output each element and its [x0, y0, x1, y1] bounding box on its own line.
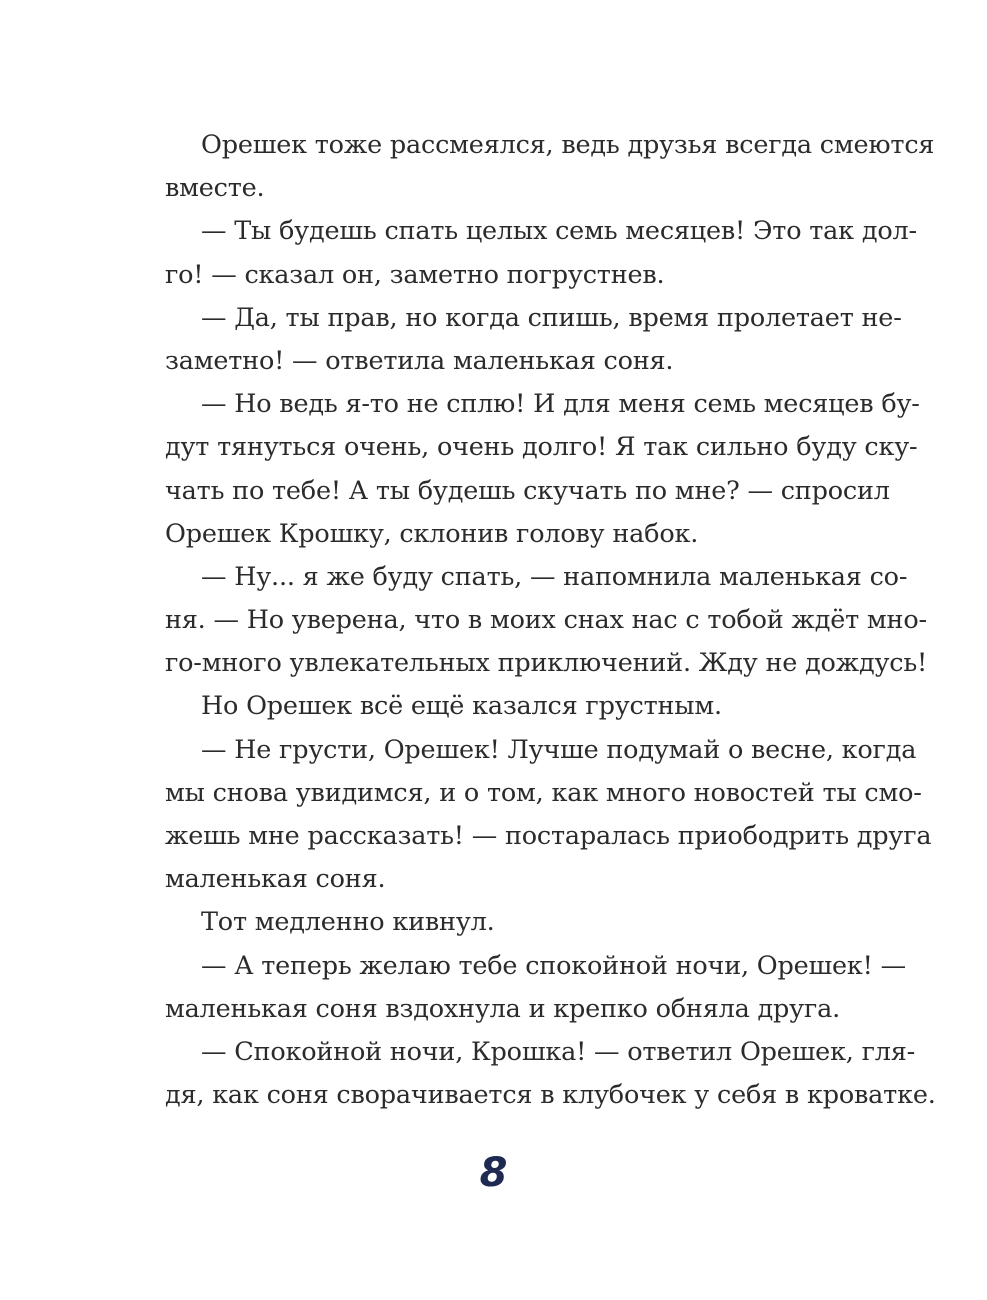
text-line: — Не грусти, Орешек! Лучше подумай о весне, когда [201, 734, 917, 765]
text-line: го! — сказал он, заметно погрустнев. [165, 259, 665, 290]
text-line: чать по тебе! А ты будешь скучать по мне? — спросил [165, 475, 890, 506]
text-line: маленькая соня. [165, 864, 386, 895]
text-line: заметно! — ответила маленькая соня. [165, 345, 674, 376]
text-line: — Но ведь я-то не сплю! И для меня семь месяцев бу- [201, 389, 920, 420]
text-line: вместе. [165, 173, 265, 204]
text-line: жешь мне рассказать! — постаралась приободрить друга [165, 821, 932, 851]
text-line: Орешек Крошку, склонив голову набок. [165, 518, 699, 549]
text-line: — Ты будешь спать целых семь месяцев! Это так дол- [201, 216, 917, 247]
text-line: ня. — Но уверена, что в моих снах нас с тобой ждёт мно- [165, 605, 927, 636]
body-text [165, 124, 936, 1117]
text-line: дут тянуться очень, очень долго! Я так сильно буду ску- [165, 432, 918, 463]
text-line: го-много увлекательных приключений. Жду не дождусь! [165, 648, 928, 679]
text-line: — Да, ты прав, но когда спишь, время пролетает не- [201, 302, 902, 333]
text-line: дя, как соня сворачивается в клубочек у себя в кроватке. [165, 1080, 936, 1111]
text-line: — Спокойной ночи, Крошка! — ответил Орешек, гля- [201, 1036, 916, 1067]
text-line: маленькая соня вздохнула и крепко обняла друга. [165, 993, 841, 1024]
text-line: — Ну... я же буду спать, — напомнила маленькая со- [201, 561, 908, 592]
text-line: Но Орешек всё ещё казался грустным. [201, 691, 722, 722]
text-line: — А теперь желаю тебе спокойной ночи, Орешек! — [201, 950, 906, 981]
text-line: Орешек тоже рассмеялся, ведь друзья всегда смеются [201, 130, 935, 160]
page-number: 8 [479, 1150, 508, 1196]
text-line: мы снова увидимся, и о том, как много новостей ты смо- [165, 777, 922, 808]
text-line: Тот медленно кивнул. [201, 907, 495, 938]
